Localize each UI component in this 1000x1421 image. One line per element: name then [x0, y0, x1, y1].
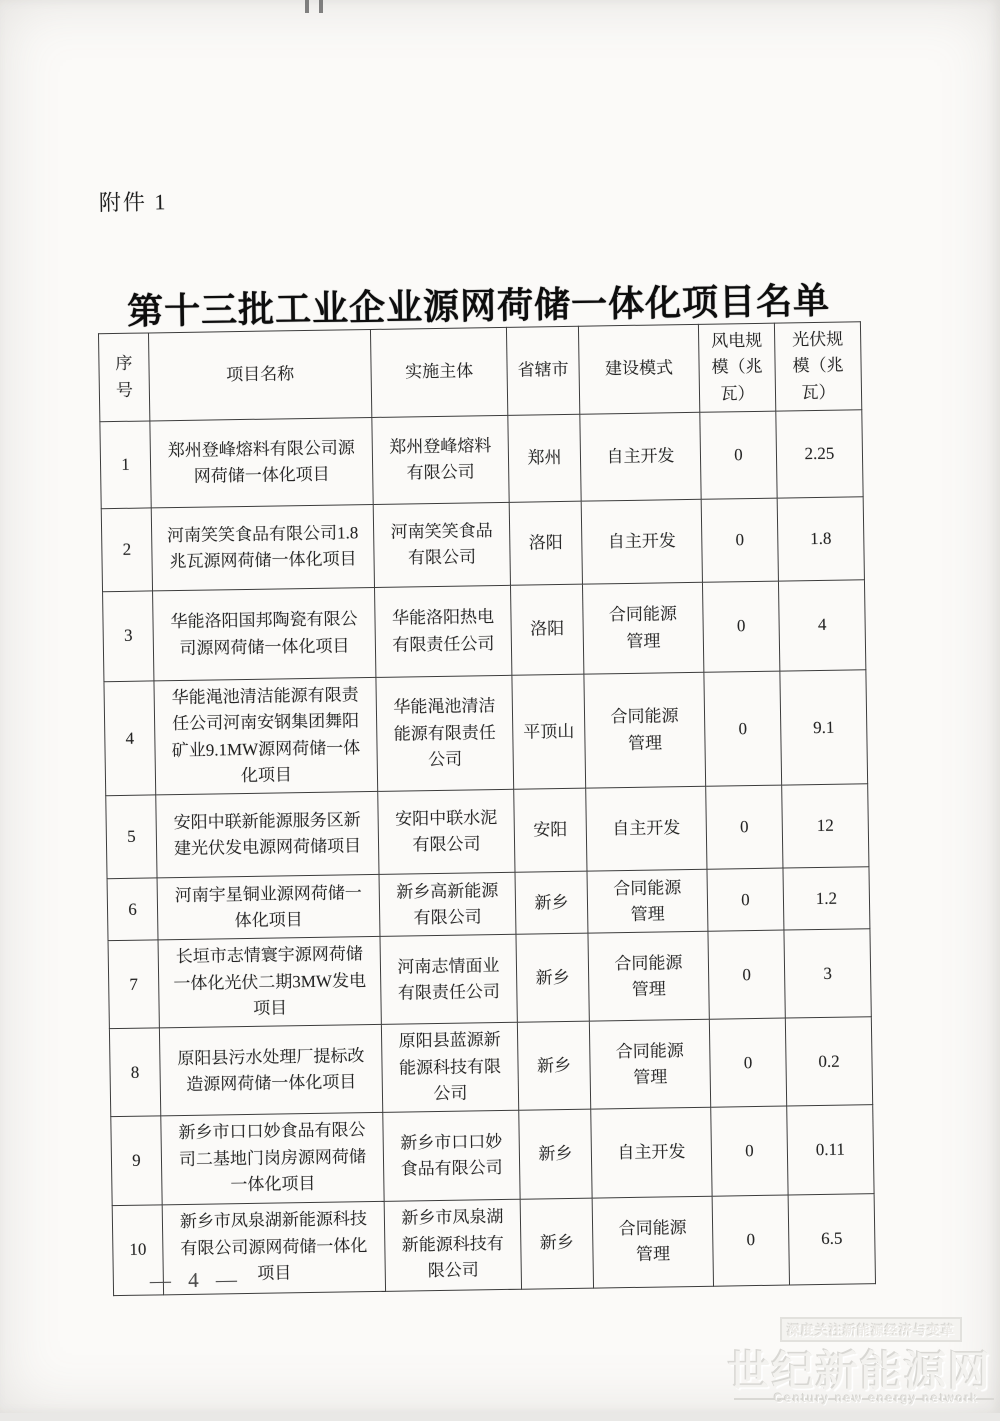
cell-no: 9: [111, 1116, 162, 1205]
cell-implementer: 新乡高新能源有限公司: [379, 873, 516, 937]
cell-mode: [584, 672, 706, 788]
cell-no: 3: [103, 591, 154, 682]
cell-wind: 0: [708, 930, 785, 1019]
cell-implementer: 河南笑笑食品有限公司: [373, 502, 510, 587]
table-row: [104, 670, 868, 796]
cell-no: 8: [109, 1028, 160, 1117]
table-row: [100, 410, 863, 509]
cell-mode: [581, 499, 702, 584]
cell-project: 华能渑池清洁能源有限责任公司河南安钢集团舞阳矿业9.1MW源网荷储一体化项目: [154, 677, 378, 795]
cell-implementer: 郑州登峰熔料有限公司: [372, 415, 509, 504]
cell-pv: 3: [784, 929, 871, 1018]
column-header-mode: 建设模式: [578, 324, 699, 414]
cell-city: 新乡: [519, 1110, 592, 1199]
cell-city: 安阳: [514, 789, 587, 873]
cell-wind: 0: [709, 1018, 786, 1107]
cell-pv: 12: [782, 784, 869, 868]
cell-mode: [592, 1196, 713, 1288]
cell-no: 10: [112, 1204, 163, 1295]
cell-mode-text: 合同能源管理: [608, 604, 678, 651]
column-header-wind-label: 风电规模（兆瓦）: [711, 330, 763, 404]
cell-pv: 4: [778, 580, 865, 671]
cell-pv: 9.1: [780, 670, 868, 786]
cell-mode-text: 合同能源管理: [613, 877, 682, 924]
document-title: 第十三批工业企业源网荷储一体化项目名单: [126, 280, 831, 332]
cell-wind: 0: [711, 1107, 788, 1196]
table-row: [106, 784, 869, 879]
cell-no: 5: [106, 795, 157, 879]
cell-mode: [582, 582, 703, 674]
cell-mode-text: 自主开发: [606, 446, 675, 467]
cell-pv: 1.8: [777, 497, 864, 581]
attachment-label: 附件 1: [98, 189, 168, 216]
column-header-city: 省辖市: [506, 326, 579, 415]
cell-implementer: 华能渑池清洁能源有限责任公司: [376, 675, 514, 791]
cell-implementer: 原阳县蓝源新能源科技有限公司: [381, 1023, 518, 1113]
cell-city: 郑州: [508, 414, 581, 502]
cell-project: 河南宇星铜业源网荷储一体化项目: [157, 875, 380, 940]
cell-project: 华能洛阳国邦陶瓷有限公司源网荷储一体化项目: [153, 587, 376, 680]
column-header-wind: [698, 323, 775, 412]
cell-mode: [587, 870, 708, 934]
cell-implementer: 新乡市口口妙食品有限公司: [383, 1111, 520, 1201]
cell-implementer: 安阳中联水泥有限公司: [378, 790, 515, 875]
column-header-pv: [774, 322, 861, 411]
cell-city: 洛阳: [509, 501, 582, 585]
cell-pv: 2.25: [776, 410, 863, 498]
cell-pv: 0.2: [785, 1017, 872, 1106]
cell-no: 4: [104, 681, 156, 796]
table-row: [111, 1105, 874, 1205]
cell-mode-text: 合同能源管理: [610, 706, 679, 753]
cell-wind: 0: [704, 671, 782, 787]
column-header-no: 序号: [98, 333, 149, 422]
cell-wind: 0: [707, 868, 784, 931]
cell-no: 1: [100, 421, 151, 509]
table-row: [109, 1017, 872, 1117]
cell-mode: [591, 1108, 712, 1198]
cell-implementer: 新乡市凤泉湖新能源科技有限公司: [384, 1199, 521, 1291]
cell-mode-text: 自主开发: [612, 818, 681, 839]
cell-city: 新乡: [516, 934, 589, 1023]
project-table: [98, 321, 876, 1295]
cell-project: 长垣市志情寰宇源网荷储一体化光伏二期3MW发电项目: [158, 937, 381, 1029]
page-number: — 4 —: [149, 1267, 244, 1293]
cell-wind: 0: [701, 498, 778, 582]
cell-no: 2: [101, 508, 152, 592]
cell-wind: 0: [702, 581, 779, 672]
cell-pv: 0.11: [787, 1105, 874, 1194]
cell-project: 郑州登峰熔料有限公司源网荷储一体化项目: [150, 418, 373, 508]
cell-mode: [589, 1020, 710, 1110]
cell-mode-text: 合同能源管理: [615, 1040, 684, 1087]
cell-mode-text: 合同能源管理: [614, 952, 683, 999]
table-row: [108, 929, 871, 1029]
cell-mode-text: 自主开发: [607, 531, 676, 552]
cell-wind: 0: [706, 785, 783, 869]
site-watermark: [727, 1315, 994, 1407]
table-row: [101, 497, 864, 592]
cell-pv: 6.5: [788, 1193, 875, 1284]
table-row: [103, 580, 866, 682]
table-header-row: [98, 322, 861, 422]
cell-city: 新乡: [517, 1022, 590, 1111]
cell-mode-text: 合同能源管理: [618, 1217, 687, 1264]
column-header-pv-label: 光伏规模（兆瓦）: [792, 329, 844, 402]
cell-city: 平顶山: [512, 674, 586, 789]
cell-mode: [580, 412, 701, 501]
cell-mode: [588, 932, 709, 1022]
cell-mode: [586, 787, 707, 872]
watermark-english: [744, 1391, 994, 1405]
cell-pv: 1.2: [783, 867, 870, 930]
column-header-project: 项目名称: [148, 329, 371, 421]
cell-no: 6: [107, 878, 158, 941]
cell-wind: 0: [712, 1195, 789, 1286]
watermark-english-text: Century new energy network: [774, 1391, 979, 1405]
cell-project: 原阳县污水处理厂提标改造源网荷储一体化项目: [159, 1025, 382, 1117]
cell-city: 洛阳: [510, 584, 583, 675]
cell-implementer: 河南志情面业有限责任公司: [380, 935, 517, 1025]
cell-wind: 0: [700, 411, 777, 499]
cell-project: 新乡市口口妙食品有限公司二基地门岗房源网荷储一体化项目: [161, 1113, 384, 1205]
cell-implementer: 华能洛阳热电有限责任公司: [375, 585, 512, 677]
cell-mode-text: 自主开发: [617, 1141, 686, 1163]
cell-project: 河南笑笑食品有限公司1.8兆瓦源网荷储一体化项目: [151, 504, 374, 590]
watermark-tagline: 深度关注新能源经济与变革: [780, 1317, 962, 1342]
cell-city: 新乡: [520, 1198, 593, 1289]
column-header-implementer: 实施主体: [370, 327, 507, 417]
cell-city: 新乡: [515, 872, 588, 935]
watermark-brand: 世纪新能源网: [727, 1348, 992, 1395]
cell-no: 7: [108, 940, 159, 1029]
cell-project: 新乡市凤泉湖新能源科技有限公司源网荷储一体化项目: [162, 1201, 385, 1294]
cell-project: 安阳中联新能源服务区新建光伏发电源网荷储项目: [156, 792, 379, 878]
